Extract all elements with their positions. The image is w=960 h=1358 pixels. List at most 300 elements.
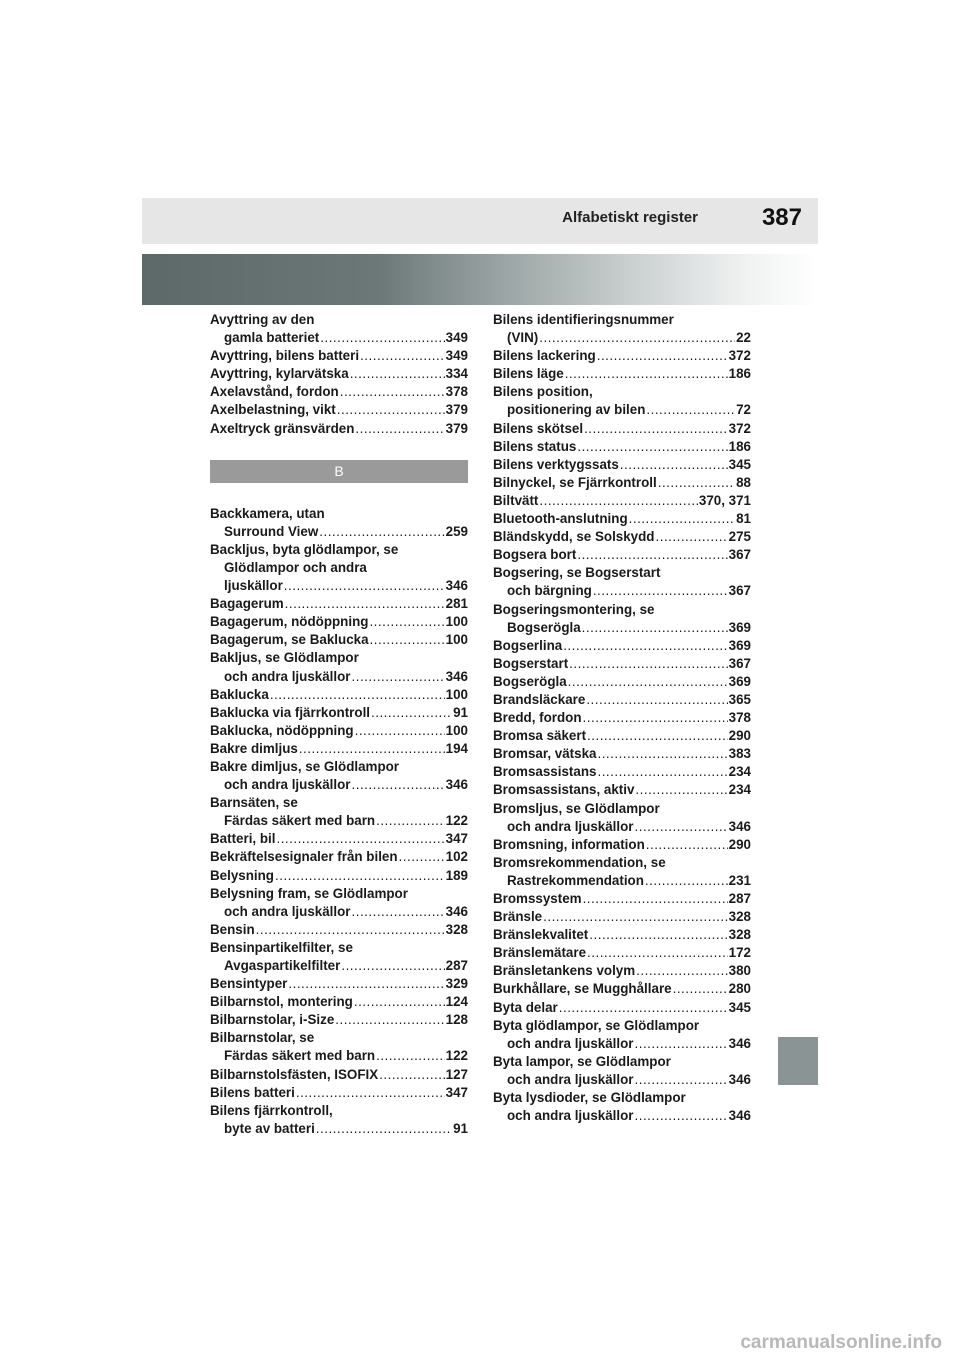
- leader-dots: [354, 993, 445, 1011]
- index-entry-term: och andra ljuskällor: [224, 903, 351, 919]
- index-entry-page[interactable]: 328: [728, 909, 751, 925]
- index-entry-line: [210, 401, 468, 419]
- index-entry-page[interactable]: 189: [445, 867, 468, 883]
- section-letter-b: B: [210, 460, 468, 483]
- index-entry-line: [493, 1017, 751, 1035]
- leader-dots: [355, 420, 444, 438]
- index-entry-term: Bromsning, information: [493, 836, 645, 852]
- index-entry: [493, 420, 751, 438]
- index-entry-line: [210, 867, 468, 885]
- index-entry-line: [493, 890, 751, 908]
- index-entry: [210, 1011, 468, 1029]
- leader-dots: [589, 926, 727, 944]
- index-entry-line: [493, 944, 751, 962]
- index-entry-page[interactable]: 346: [445, 578, 468, 594]
- leader-dots: [597, 745, 727, 763]
- index-entry-line: [493, 365, 751, 383]
- index-entry-page[interactable]: 234: [728, 764, 751, 780]
- leader-dots: [635, 1071, 728, 1089]
- index-entry-page[interactable]: 91: [453, 1120, 468, 1136]
- index-entry-term: Bensinpartikelfilter, se: [210, 939, 353, 955]
- index-entry-page[interactable]: 100: [445, 722, 468, 738]
- index-entry-page[interactable]: 186: [728, 438, 751, 454]
- index-entry-term: Bilens läge: [493, 366, 564, 382]
- index-entry-line: [210, 722, 468, 740]
- index-entry-line: [493, 1089, 751, 1107]
- index-entry-page[interactable]: 369: [728, 619, 751, 635]
- index-entry-term: och bärgning: [507, 583, 592, 599]
- index-entry-line: [493, 510, 751, 528]
- index-entry-term: Byta glödlampor, se Glödlampor: [493, 1017, 700, 1033]
- index-entry-line: [210, 595, 468, 613]
- index-entry-term: och andra ljuskällor: [507, 1108, 634, 1124]
- leader-dots: [539, 492, 697, 510]
- index-entry: [210, 595, 468, 613]
- index-entry-page[interactable]: 275: [728, 529, 751, 545]
- index-entry-page[interactable]: 88: [736, 474, 751, 490]
- index-entry-term: Axeltryck gränsvärden: [210, 420, 355, 436]
- leader-dots: [256, 921, 445, 939]
- index-entry: [210, 1084, 468, 1102]
- leader-dots: [583, 709, 728, 727]
- index-entry: [493, 655, 751, 673]
- page-number: 387: [761, 204, 802, 231]
- index-entry-line: [493, 655, 751, 673]
- index-entry: [210, 347, 468, 365]
- index-entry-line: [493, 691, 751, 709]
- index-entry-term: Bränslemätare: [493, 945, 587, 961]
- index-entry-page[interactable]: 365: [728, 691, 751, 707]
- leader-dots: [593, 582, 728, 600]
- index-entry-term: och andra ljuskällor: [507, 1035, 634, 1051]
- index-entry-page[interactable]: 91: [453, 704, 468, 720]
- index-entry-line: [493, 383, 751, 401]
- index-entry: [210, 311, 468, 347]
- index-entry-line: [493, 546, 751, 564]
- leader-dots: [275, 867, 445, 885]
- index-entry-term: positionering av bilen: [507, 402, 646, 418]
- index-entry-page[interactable]: 369: [728, 637, 751, 653]
- index-entry: [210, 383, 468, 401]
- index-entry-page[interactable]: 346: [445, 668, 468, 684]
- index-group-b-continued: [493, 311, 751, 1125]
- index-entry: [493, 944, 751, 962]
- index-entry-line: [210, 1011, 468, 1029]
- index-entry-line: [210, 1066, 468, 1084]
- index-entry-line: [493, 854, 751, 872]
- index-entry-page[interactable]: 102: [445, 849, 468, 865]
- index-entry-page[interactable]: 347: [445, 1084, 468, 1100]
- index-entry-page[interactable]: 346: [728, 1071, 751, 1087]
- index-entry-term: Bilbarnstolar, i-Size: [210, 1012, 335, 1028]
- index-entry-page[interactable]: 231: [728, 872, 751, 888]
- index-entry: [210, 921, 468, 939]
- index-entry: [493, 601, 751, 637]
- index-entry-line: [210, 957, 468, 975]
- index-entry-term: Bländskydd, se Solskydd: [493, 529, 655, 545]
- index-entry-page[interactable]: 367: [728, 655, 751, 671]
- index-entry: [493, 546, 751, 564]
- leader-dots: [340, 383, 445, 401]
- index-entry-term: Backljus, byta glödlampor, se: [210, 541, 399, 557]
- index-entry-term: och andra ljuskällor: [507, 1071, 634, 1087]
- index-entry-term: Bilens status: [493, 438, 577, 454]
- index-entry-page[interactable]: 379: [445, 420, 468, 436]
- leader-dots: [335, 1011, 444, 1029]
- index-entry-term: Bilens skötsel: [493, 420, 584, 436]
- index-entry-line: [210, 613, 468, 631]
- index-entry-term: Belysning fram, se Glödlampor: [210, 885, 408, 901]
- index-entry-page[interactable]: 369: [728, 673, 751, 689]
- index-entry: [493, 438, 751, 456]
- index-entry: [210, 505, 468, 541]
- index-entry-term: Byta delar: [493, 999, 558, 1015]
- index-entry: [210, 867, 468, 885]
- index-group-b: [210, 505, 468, 1138]
- index-entry: [493, 347, 751, 365]
- index-entry-page[interactable]: 81: [736, 511, 751, 527]
- index-entry-line: [210, 668, 468, 686]
- index-group-a-continued: [210, 311, 468, 438]
- index-entry: [210, 1102, 468, 1138]
- index-entry-term: Byta lysdioder, se Glödlampor: [493, 1090, 686, 1106]
- index-entry: [493, 637, 751, 655]
- index-entry-line: [210, 1120, 468, 1138]
- index-entry-term: Avyttring, kylarvätska: [210, 366, 349, 382]
- index-entry-line: [210, 776, 468, 794]
- leader-dots: [563, 637, 727, 655]
- index-entry-page[interactable]: 334: [445, 366, 468, 382]
- leader-dots: [656, 528, 728, 546]
- index-entry: [493, 890, 751, 908]
- leader-dots: [539, 329, 735, 347]
- index-entry: [210, 830, 468, 848]
- index-entry-page[interactable]: 367: [728, 547, 751, 563]
- index-column-left: [210, 311, 468, 1138]
- index-entry-page[interactable]: 346: [728, 1108, 751, 1124]
- index-entry-page[interactable]: 383: [728, 746, 751, 762]
- leader-dots: [316, 1120, 452, 1138]
- index-entry-term: Bränsletankens volym: [493, 963, 636, 979]
- leader-dots: [352, 776, 445, 794]
- index-entry-page[interactable]: 259: [445, 523, 468, 539]
- leader-dots: [376, 812, 445, 830]
- index-entry-page[interactable]: 100: [445, 614, 468, 630]
- index-entry-page[interactable]: 347: [445, 831, 468, 847]
- leader-dots: [629, 510, 735, 528]
- leader-dots: [584, 420, 728, 438]
- index-entry-line: [210, 523, 468, 541]
- index-entry-page[interactable]: 345: [728, 456, 751, 472]
- index-entry-term: Rastrekommendation: [507, 872, 644, 888]
- index-entry-line: [493, 474, 751, 492]
- index-entry-term: Bagagerum, nödöppning: [210, 614, 369, 630]
- index-entry: [493, 781, 751, 799]
- index-entry-term: Bränsle: [493, 909, 543, 925]
- index-entry-line: [493, 492, 751, 510]
- index-entry-page[interactable]: 349: [445, 330, 468, 346]
- index-entry-line: [493, 836, 751, 854]
- index-entry: [210, 631, 468, 649]
- index-entry-page[interactable]: 378: [445, 384, 468, 400]
- index-entry-term: och andra ljuskällor: [224, 777, 351, 793]
- index-entry-line: [210, 939, 468, 957]
- index-entry-term: Bromsar, vätska: [493, 746, 597, 762]
- index-entry-term: Bogseringsmontering, se: [493, 601, 655, 617]
- index-entry-term: Bogserögla: [507, 619, 581, 635]
- index-entry-line: [493, 438, 751, 456]
- index-entry-page[interactable]: 280: [728, 981, 751, 997]
- index-entry: [210, 794, 468, 830]
- index-entry-page[interactable]: 100: [445, 632, 468, 648]
- index-entry-page[interactable]: 172: [728, 945, 751, 961]
- index-entry-line: [493, 1071, 751, 1089]
- leader-dots: [352, 668, 445, 686]
- header-title: Alfabetiskt register: [562, 209, 698, 226]
- index-entry-term: Bilens fjärrkontroll,: [210, 1102, 333, 1118]
- header-gradient-band: [142, 254, 818, 305]
- index-entry-line: [493, 347, 751, 365]
- index-entry: [493, 1089, 751, 1125]
- index-entry-page[interactable]: 22: [736, 330, 751, 346]
- index-entry-line: [493, 727, 751, 745]
- index-entry: [493, 564, 751, 600]
- index-entry-line: [493, 908, 751, 926]
- index-entry: [493, 962, 751, 980]
- leader-dots: [597, 763, 727, 781]
- index-entry-term: Bilbarnstol, montering: [210, 994, 353, 1010]
- index-entry-page[interactable]: 287: [445, 958, 468, 973]
- index-entry-line: [493, 1035, 751, 1053]
- index-entry-page[interactable]: 127: [445, 1066, 468, 1082]
- index-entry-line: [210, 758, 468, 776]
- index-entry-term: Avyttring av den: [210, 312, 315, 327]
- index-entry: [493, 836, 751, 854]
- index-entry-line: [493, 329, 751, 347]
- leader-dots: [369, 613, 444, 631]
- index-entry: [493, 492, 751, 510]
- index-entry-page[interactable]: 346: [445, 903, 468, 919]
- index-entry-line: [210, 649, 468, 667]
- index-entry-page[interactable]: 290: [728, 728, 751, 744]
- index-entry-line: [210, 885, 468, 903]
- leader-dots: [355, 722, 445, 740]
- leader-dots: [284, 577, 445, 595]
- index-entry-line: [493, 420, 751, 438]
- index-entry-term: Bromssystem: [493, 891, 582, 906]
- index-entry: [493, 800, 751, 836]
- index-entry-page[interactable]: 128: [445, 1012, 468, 1028]
- index-column-right: [493, 311, 751, 1125]
- index-entry-line: [493, 637, 751, 655]
- index-entry-term: Biltvätt: [493, 492, 539, 508]
- index-entry: [493, 365, 751, 383]
- index-entry: [210, 613, 468, 631]
- page-header: [142, 198, 818, 244]
- index-entry-line: [210, 1102, 468, 1120]
- index-entry-page[interactable]: 72: [736, 402, 751, 418]
- leader-dots: [646, 401, 735, 419]
- index-entry: [210, 686, 468, 704]
- index-entry: [493, 474, 751, 492]
- leader-dots: [276, 830, 444, 848]
- index-entry-term: Färdas säkert med barn: [224, 813, 376, 829]
- index-entry-term: Bilens verktygssats: [493, 456, 619, 472]
- leader-dots: [341, 957, 444, 975]
- index-entry-term: Avyttring, bilens batteri: [210, 348, 360, 364]
- index-entry-line: [493, 456, 751, 474]
- index-entry-term: Baklucka: [210, 686, 269, 702]
- index-entry: [493, 908, 751, 926]
- index-entry-term: Bogsera bort: [493, 547, 577, 563]
- index-entry: [210, 704, 468, 722]
- leader-dots: [586, 691, 727, 709]
- leader-dots: [371, 704, 452, 722]
- index-entry-term: Baklucka, nödöppning: [210, 722, 354, 738]
- index-entry: [493, 311, 751, 347]
- index-entry-page[interactable]: 372: [728, 420, 751, 436]
- index-entry-term: Surround View: [224, 523, 319, 539]
- index-entry-page[interactable]: 329: [445, 976, 468, 992]
- index-entry-term: Bilens position,: [493, 384, 593, 400]
- index-entry-line: [210, 347, 468, 365]
- index-entry-term: Bakre dimljus, se Glödlampor: [210, 758, 400, 774]
- index-entry-line: [210, 812, 468, 830]
- index-entry-page[interactable]: 290: [728, 836, 751, 852]
- index-entry-term: Bensintyper: [210, 976, 288, 992]
- index-entry: [210, 885, 468, 921]
- index-entry: [493, 383, 751, 419]
- leader-dots: [577, 546, 727, 564]
- index-entry-line: [493, 564, 751, 582]
- index-entry-line: [493, 980, 751, 998]
- index-entry-term: Bluetooth-anslutning: [493, 511, 628, 527]
- leader-dots: [635, 818, 728, 836]
- index-entry-line: [493, 999, 751, 1017]
- index-entry-page[interactable]: 349: [445, 348, 468, 364]
- index-entry-page[interactable]: 380: [728, 963, 751, 979]
- index-entry-line: [210, 631, 468, 649]
- leader-dots: [587, 944, 728, 962]
- leader-dots: [587, 727, 728, 745]
- index-entry-term: byte av batteri: [224, 1120, 315, 1136]
- leader-dots: [597, 347, 728, 365]
- index-entry: [210, 975, 468, 993]
- leader-dots: [559, 999, 728, 1017]
- leader-dots: [319, 523, 444, 541]
- index-entry: [210, 420, 468, 438]
- index-entry-page[interactable]: 287: [728, 891, 751, 906]
- index-entry-page[interactable]: 281: [445, 596, 468, 612]
- leader-dots: [376, 1047, 445, 1065]
- index-entry-line: [210, 830, 468, 848]
- index-entry-page[interactable]: 346: [445, 777, 468, 793]
- index-entry-page[interactable]: 122: [445, 1048, 468, 1064]
- index-entry-line: [210, 577, 468, 595]
- index-entry-term: och andra ljuskällor: [507, 818, 634, 834]
- index-entry-term: Bakre dimljus: [210, 740, 298, 756]
- index-entry: [493, 691, 751, 709]
- leader-dots: [360, 347, 445, 365]
- index-entry-term: Belysning: [210, 867, 274, 883]
- index-entry-term: Glödlampor och andra: [224, 559, 367, 575]
- index-entry: [493, 727, 751, 745]
- index-entry-line: [210, 993, 468, 1011]
- leader-dots: [350, 365, 445, 383]
- index-entry: [493, 1017, 751, 1053]
- index-entry-term: Bogsering, se Bogserstart: [493, 565, 661, 581]
- index-entry-term: Byta lampor, se Glödlampor: [493, 1053, 671, 1069]
- leader-dots: [673, 980, 728, 998]
- index-entry-line: [493, 962, 751, 980]
- index-entry: [210, 1029, 468, 1065]
- index-entry-line: [493, 800, 751, 818]
- index-entry-line: [493, 1053, 751, 1071]
- index-entry-page[interactable]: 328: [728, 927, 751, 943]
- index-entry-page[interactable]: 346: [728, 1035, 751, 1051]
- index-entry-page[interactable]: 194: [445, 740, 468, 756]
- leader-dots: [565, 365, 728, 383]
- index-entry-page[interactable]: 186: [728, 366, 751, 382]
- index-entry-page[interactable]: 234: [728, 782, 751, 798]
- index-entry-term: Avgaspartikelfilter: [224, 958, 341, 973]
- index-entry-line: [210, 420, 468, 438]
- index-entry-term: Barnsäten, se: [210, 795, 298, 811]
- index-entry-line: [493, 673, 751, 691]
- leader-dots: [635, 1107, 728, 1125]
- index-entry-page[interactable]: 378: [728, 710, 751, 726]
- index-entry-line: [210, 311, 468, 329]
- index-entry-page[interactable]: 328: [445, 921, 468, 937]
- index-entry-page[interactable]: 379: [445, 402, 468, 418]
- index-entry-term: Bilnyckel, se Fjärrkontroll: [493, 474, 657, 490]
- leader-dots: [370, 631, 445, 649]
- index-entry-term: Batteri, bil: [210, 831, 276, 847]
- index-entry: [493, 1053, 751, 1089]
- index-entry-page[interactable]: 346: [728, 818, 751, 834]
- index-entry: [493, 709, 751, 727]
- index-entry-term: Bromsassistans: [493, 764, 597, 780]
- index-entry-term: Bogserstart: [493, 655, 569, 671]
- index-entry-term: Bekräftelsesignaler från bilen: [210, 849, 398, 865]
- index-entry: [493, 926, 751, 944]
- index-entry-page[interactable]: 370, 371: [698, 492, 751, 508]
- index-entry-page[interactable]: 372: [728, 348, 751, 364]
- index-entry-line: [493, 601, 751, 619]
- index-entry-line: [493, 763, 751, 781]
- watermark: carmanualsonline.info: [740, 1332, 942, 1353]
- index-entry-term: Burkhållare, se Mugghållare: [493, 981, 672, 997]
- index-entry-term: ljuskällor: [224, 578, 283, 594]
- index-entry-term: gamla batteriet: [224, 330, 320, 346]
- index-entry-line: [493, 709, 751, 727]
- leader-dots: [320, 329, 444, 347]
- index-entry: [210, 365, 468, 383]
- leader-dots: [635, 781, 727, 799]
- index-entry-page[interactable]: 345: [728, 999, 751, 1015]
- index-entry-page[interactable]: 122: [445, 813, 468, 829]
- leader-dots: [658, 474, 735, 492]
- index-entry-page[interactable]: 100: [445, 686, 468, 702]
- index-entry-page[interactable]: 367: [728, 583, 751, 599]
- index-entry-term: Axelbelastning, vikt: [210, 402, 336, 418]
- index-entry-line: [210, 975, 468, 993]
- index-entry: [210, 401, 468, 419]
- index-entry-term: (VIN): [507, 330, 539, 346]
- leader-dots: [569, 655, 727, 673]
- leader-dots: [620, 456, 728, 474]
- index-entry-page[interactable]: 124: [445, 994, 468, 1010]
